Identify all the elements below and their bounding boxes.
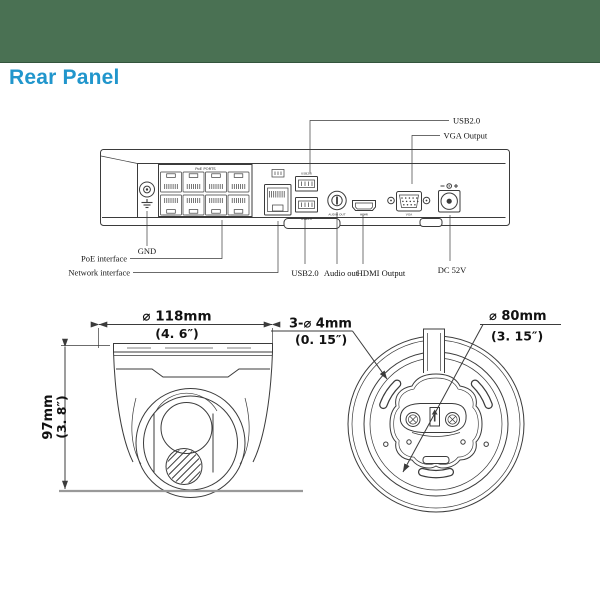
holes-dimension [271,317,387,380]
camera-window [161,403,212,454]
camera-side-view [41,309,303,498]
network-port [265,185,292,216]
label-poe-interface: PoE interface [80,253,127,264]
diameter-dimension [99,309,273,349]
network-icon [272,170,284,178]
nvr-rear-panel-diagram [68,116,509,279]
usb-ports [296,172,318,222]
vga-pins [401,197,418,205]
dc-power-port [439,191,461,213]
ground-screw-icon [140,182,155,197]
label-usb-top: USB2.0 [453,115,481,126]
plate-tab [423,457,449,464]
bracket-screw [446,413,460,427]
usb-top-marking: USB2.0 [301,171,312,176]
dim-3-15in: (3. 15″) [491,328,544,344]
leader-lines [130,121,450,273]
label-audio-out: Audio out [323,268,359,278]
poe-port-block [159,165,253,217]
height-dimension [41,346,110,490]
label-usb-bottom: USB2.0 [291,268,319,278]
dim-3-8in: (3. 8″) [54,395,69,439]
camera-bottom-view [271,309,561,512]
dim-4-6in: (4. 6″) [155,326,199,341]
rj45-poe-ports-row2 [161,195,250,215]
nvr-foot [284,219,340,229]
poe-ports-marking: PoE PORTS [195,166,216,171]
cable-notch [424,329,445,373]
bracket-screw [406,413,420,427]
label-vga-output: VGA Output [443,130,488,141]
hdmi-port [353,201,376,217]
label-network-interface: Network interface [68,267,130,278]
hdmi-marking: HDMI [359,212,369,217]
center-bracket [400,404,466,437]
vga-port [388,192,430,217]
dc-polarity-icon [441,184,459,189]
audio-marking: AUDIO OUT [328,212,346,217]
rj45-poe-ports-row1 [161,172,250,192]
dim-3-4mm: 3-⌀ 4mm [289,316,352,332]
usb-bottom-marking: USB2.0 [301,217,312,221]
dim-118mm: ⌀ 118mm [142,308,212,325]
turret-camera-body [59,344,303,498]
label-hdmi-output: HDMI Output [356,268,406,278]
ground-icon [142,199,153,208]
dim-97mm: 97mm [41,394,56,440]
label-dc-52v: DC 52V [437,265,467,275]
dim-0-15in: (0. 15″) [295,332,348,347]
dim-80mm: ⌀ 80mm [489,309,547,324]
page-title: Rear Panel [9,66,120,89]
nvr-foot [420,219,442,227]
label-gnd: GND [137,246,157,256]
vga-marking: VGA [405,212,413,217]
